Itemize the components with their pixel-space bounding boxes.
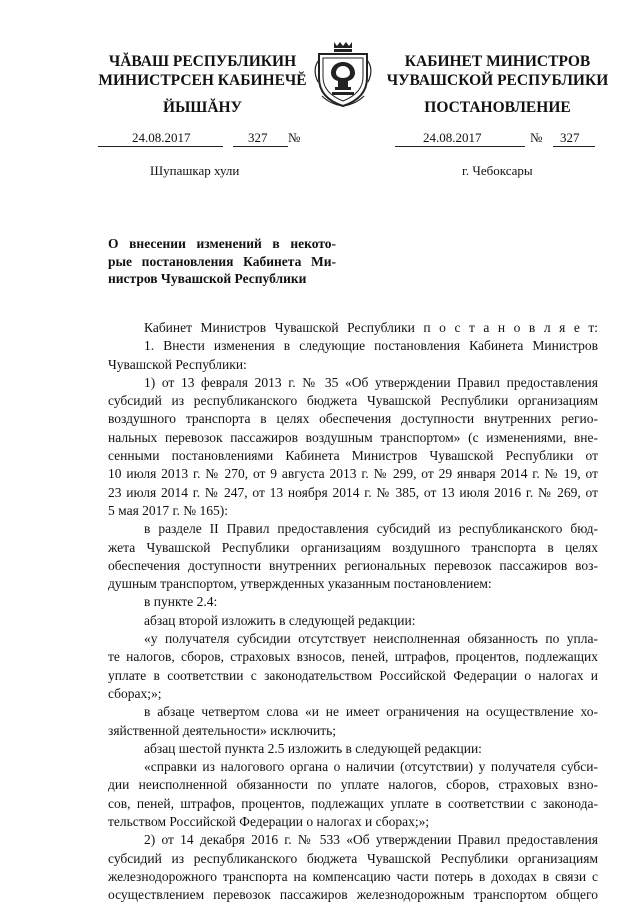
body-line: воздушного транспорта в целях обеспечения доступности внутренних регио- xyxy=(108,411,598,427)
body-line: «у получателя субсидии отсутствует неисполненная обязанность по упла- xyxy=(144,631,598,647)
body-line: душным транспортом, утвержденных указанным постановлением: xyxy=(108,576,492,592)
body-line: Кабинет Министров Чувашской Республики п о с т а н о в л я е т: xyxy=(144,320,598,335)
header-left-number-sign: № xyxy=(288,130,301,145)
header-right-city: г. Чебоксары xyxy=(462,163,533,178)
header-left-title-line2: МИНИСТРСЕН КАБИНЕЧĔ xyxy=(98,72,307,89)
body-line: осуществлением перевозок пассажиров железнодорожным транспортом общего xyxy=(108,887,598,903)
body-line: Чувашской Республики: xyxy=(108,356,247,372)
body-line: обеспечения доступности внутренних региональных перевозок пассажиров воз- xyxy=(108,557,598,573)
header-left-title xyxy=(85,52,320,90)
header-right-number-underline xyxy=(553,146,595,147)
body-line: сборах;»; xyxy=(108,685,162,701)
header-right-title xyxy=(380,52,615,90)
body-line: зяйственной деятельности» исключить; xyxy=(108,722,337,738)
chuvash-coat-of-arms-icon xyxy=(312,38,374,108)
document-title-line: О внесении изменений в некото- xyxy=(108,236,336,251)
header-left-number-underline xyxy=(233,146,288,147)
body-line: абзац шестой пункта 2.5 изложить в следующей редакции: xyxy=(144,740,482,756)
header-left-title-line1: ЧĂВАШ РЕСПУБЛИКИН xyxy=(108,53,297,70)
header-right-number: 327 xyxy=(560,130,580,145)
body-line: субсидий из республиканского бюджета Чувашской Республики организациям xyxy=(108,393,598,409)
body-line: субсидий из республиканского бюджета Чувашской Республики организациям xyxy=(108,850,598,866)
header-left-date: 24.08.2017 xyxy=(132,130,191,145)
header-right-title-line1: КАБИНЕТ МИНИСТРОВ xyxy=(404,53,591,70)
header-left-date-number-row xyxy=(98,130,328,148)
document-title xyxy=(108,235,336,288)
header-left-doc-type: ЙЫШĂНУ xyxy=(163,99,242,116)
body-line: 1. Внести изменения в следующие постановления Кабинета Министров xyxy=(144,338,598,354)
body-line: абзац второй изложить в следующей редакции: xyxy=(144,612,416,628)
body-line: нальных перевозок пассажиров воздушным транспортом» (с изменениями, вне- xyxy=(108,429,598,445)
body-line: дии неисполненной обязанности по уплате налогов, сборов, страховых взно- xyxy=(108,777,598,793)
body-line: сенными постановлениями Кабинета Министров Чувашской Республики от xyxy=(108,448,598,464)
body-line: те налогов, сборов, страховых взносов, пеней, штрафов, процентов, подлежащих xyxy=(108,649,598,665)
body-line: жета Чувашской Республики организациям воздушного транспорта в целях xyxy=(108,539,598,555)
body-line: в пункте 2.4: xyxy=(144,594,218,610)
body-line: 2) от 14 декабря 2016 г. № 533 «Об утверждении Правил предоставления xyxy=(144,832,598,848)
header-right-date-number-row xyxy=(395,130,610,148)
body-line: 1) от 13 февраля 2013 г. № 35 «Об утверждении Правил предоставления xyxy=(144,374,598,390)
body-line: 10 июля 2013 г. № 270, от 9 августа 2013 г. № 299, от 29 января 2014 г. № 19, от xyxy=(108,466,598,482)
document-title-line: нистров Чувашской Республики xyxy=(108,271,307,286)
body-line: 5 мая 2017 г. № 165): xyxy=(108,502,229,518)
body-line: «справки из налогового органа о наличии (отсутствии) у получателя субси- xyxy=(144,759,598,775)
header-right-title-line2: ЧУВАШСКОЙ РЕСПУБЛИКИ xyxy=(386,72,609,89)
header-right-doc-type: ПОСТАНОВЛЕНИЕ xyxy=(424,99,571,116)
header-right-number-sign: № xyxy=(530,130,543,145)
header-left-city: Шупашкар хули xyxy=(150,163,240,178)
header-right-date: 24.08.2017 xyxy=(423,130,482,145)
body-line: в разделе II Правил предоставления субсидий из республиканского бюд- xyxy=(144,521,598,537)
header-left-number: 327 xyxy=(248,130,268,145)
document-title-line: рые постановления Кабинета Ми- xyxy=(108,253,336,269)
body-line: тельством Российской Федерации о налогах и сборах;»; xyxy=(108,814,430,830)
document-body xyxy=(108,319,598,905)
body-line: в абзаце четвертом слова «и не имеет ограничения на осуществление хо- xyxy=(144,704,598,720)
header-left-date-underline xyxy=(98,146,223,147)
header-right-date-underline xyxy=(395,146,525,147)
body-line: уплате в соответствии с законодательством Российской Федерации о налогах и xyxy=(108,667,598,683)
body-line: сов, пеней, штрафов, процентов, подлежащих уплате в соответствии с законода- xyxy=(108,795,598,811)
body-line: 23 июля 2014 г. № 247, от 13 ноября 2014 г. № 385, от 13 июля 2016 г. № 269, от xyxy=(108,484,598,500)
body-line: железнодорожного транспорта на компенсацию части потерь в доходах в связи с xyxy=(108,868,598,884)
